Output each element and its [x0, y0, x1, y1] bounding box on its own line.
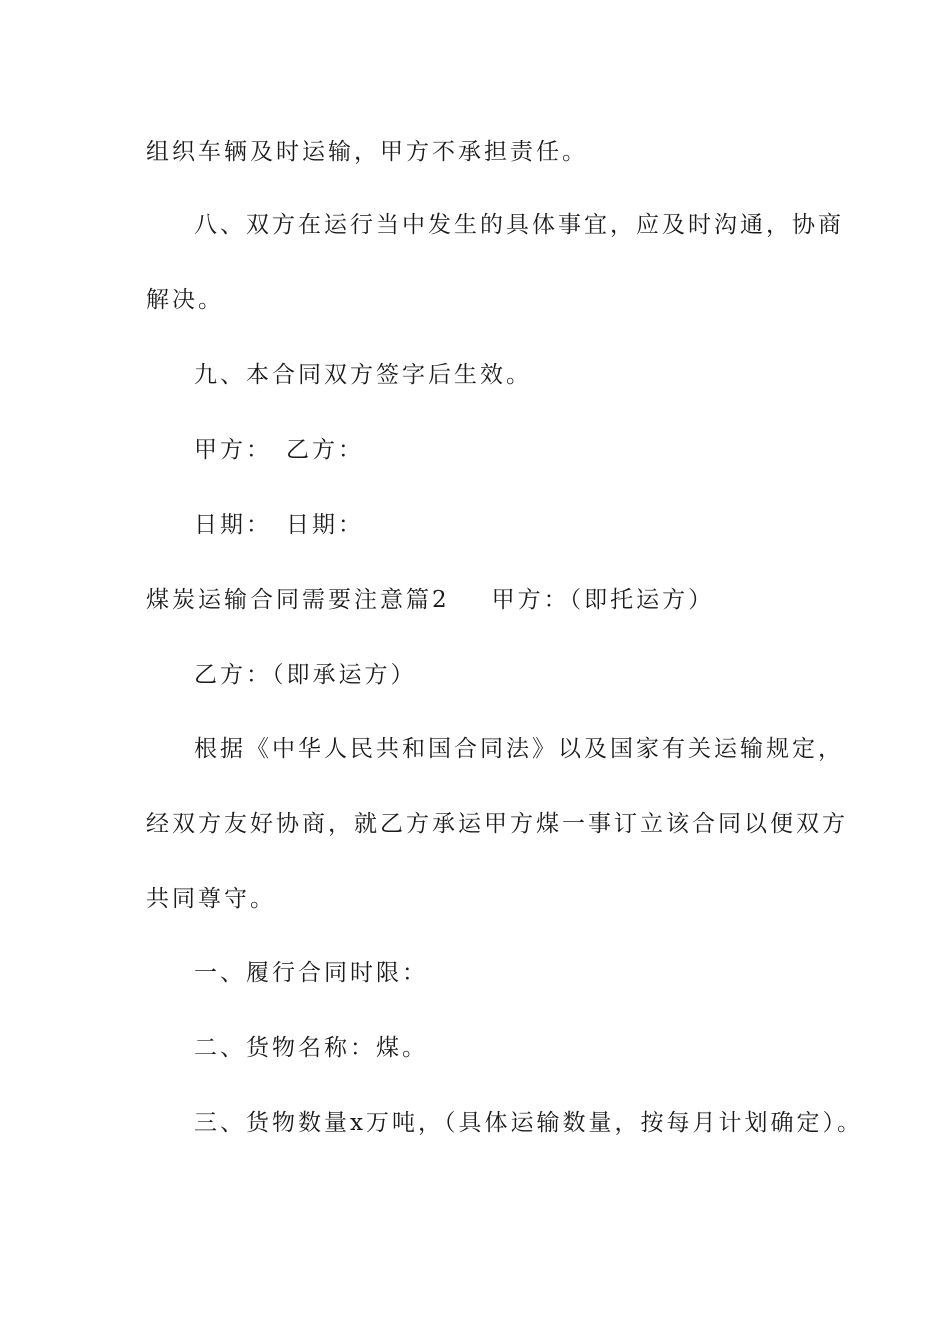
party-a-label: 甲方： [194, 437, 272, 463]
section-party-a: 甲方：（即托运方） [491, 587, 715, 613]
section-header-line [146, 585, 714, 615]
clause-two: 二、货物名称：煤。 [194, 1035, 428, 1061]
clause-nine: 九、本合同双方签字后生效。 [194, 362, 532, 388]
clause-eight: 八、双方在运行当中发生的具体事宜，应及时沟通，协商 [194, 212, 844, 238]
section-title: 煤炭运输合同需要注意篇2 [146, 587, 450, 613]
preamble-line: 经双方友好协商，就乙方承运甲方煤一事订立该合同以便双方 [146, 811, 848, 837]
clause-three: 三、货物数量x万吨，（具体运输数量，按每月计划确定）。 [194, 1110, 863, 1136]
preamble-line: 共同尊守。 [146, 886, 276, 912]
date-a-label: 日期： [194, 512, 272, 538]
preamble-line: 根据《中华人民共和国合同法》以及国家有关运输规定， [194, 736, 844, 762]
date-b-label: 日期： [286, 512, 364, 538]
signature-dates [194, 510, 364, 540]
section-party-b: 乙方：（即承运方） [194, 662, 417, 688]
paragraph-line: 组织车辆及时运输，甲方不承担责任。 [146, 139, 588, 165]
signature-parties [194, 435, 364, 465]
paragraph-line: 解决。 [146, 287, 224, 313]
clause-one: 一、履行合同时限： [194, 960, 428, 986]
party-b-label: 乙方： [286, 437, 364, 463]
